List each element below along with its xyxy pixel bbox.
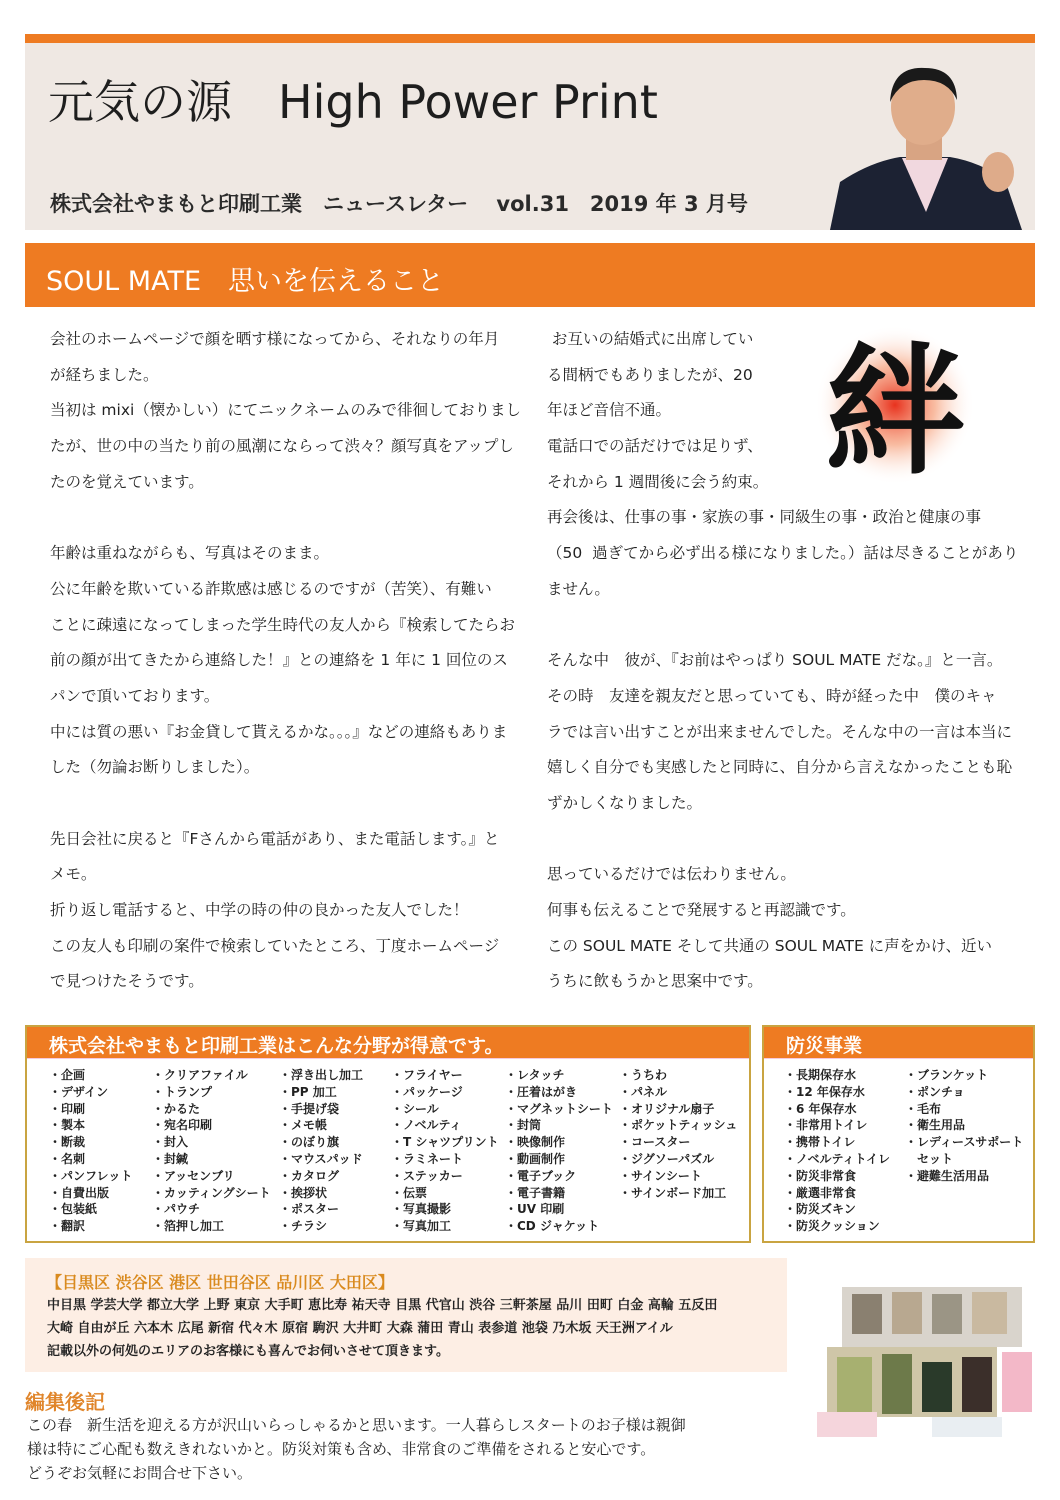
article-line: 前の顔が出てきたから連絡した！』との連絡を 1 年に 1 回位のス — [50, 651, 508, 670]
article-line: ずかしくなりました。 — [547, 793, 703, 812]
list-item: ・ステッカー — [391, 1168, 463, 1183]
article-line — [50, 786, 521, 822]
list-item: ・チラシ — [279, 1219, 328, 1234]
list-item: ・封緘 — [152, 1151, 189, 1166]
list-item: ・PP 加工 — [279, 1084, 337, 1099]
list-item: ・クリアファイル — [152, 1068, 248, 1082]
article-line: その時 友達を親友だと思っていても、時が経った中 僕のキャ — [547, 686, 997, 705]
list-item: ・レタッチ — [505, 1068, 565, 1082]
author-photo — [830, 62, 1022, 230]
area-note: 記載以外の何処のエリアのお客様にも喜んでお伺いさせて頂きます。 — [47, 1344, 449, 1359]
list-item: ・うちわ — [619, 1068, 668, 1082]
list-item: ・圧着はがき — [505, 1084, 578, 1099]
article-line: 思っているだけでは伝わりません。 — [547, 865, 796, 884]
article-line: した（勿論お断りしました）。 — [50, 758, 260, 777]
article-line: たのを覚えています。 — [50, 472, 204, 491]
list-item: ・挨拶状 — [279, 1185, 328, 1200]
list-item: ・宛名印刷 — [152, 1118, 213, 1133]
list-item: ・ジグソーパズル — [619, 1151, 715, 1166]
list-column — [152, 1067, 271, 1235]
article-line: 再会後は、仕事の事・家族の事・同級生の事・政治と健康の事 — [547, 508, 982, 527]
list-item: ・ポスター — [279, 1202, 340, 1217]
article-line: うちに飲もうかと思案中です。 — [547, 972, 763, 991]
list-item: ・12 年保存水 — [784, 1084, 865, 1099]
article-line: が経ちました。 — [50, 365, 159, 384]
article-line: たが、世の中の当たり前の風潮にならって渋々？顔写真をアップし — [50, 437, 514, 456]
article-line: 公に年齢を欺いている詐欺感は感じるのですが（苦笑）、有難い — [50, 579, 492, 598]
list-item: ・サインシート — [619, 1168, 702, 1183]
article-line: この SOUL MATE そして共通の SOUL MATE に声をかけ、近い — [547, 936, 993, 955]
area-line: 中目黒 学芸大学 都立大学 上野 東京 大手町 恵比寿 祐天寺 目黒 代官山 渋谷 三軒茶屋 品川 田町 白金 高輪 五反田 — [47, 1298, 718, 1313]
list-item: ・避難生活用品 — [905, 1168, 990, 1183]
disaster-title: 防災事業 — [764, 1027, 1033, 1059]
kizuna-calligraphy-image — [810, 320, 980, 490]
article-line: 中には質の悪い『お金貸して貰えるかな。。。』などの連絡もありま — [50, 722, 508, 741]
article-line — [50, 500, 521, 536]
list-item: ・コースター — [619, 1135, 691, 1150]
list-item: ・アッセンブリ — [152, 1168, 235, 1183]
list-item: ・マグネットシート — [505, 1101, 613, 1116]
list-item: ・ノベルティ — [391, 1118, 462, 1133]
list-column — [619, 1067, 737, 1201]
editor-note-line: この春 新生活を迎える方が沢山いらっしゃるかと思います。一人暮らしスタートのお子様は親御 — [27, 1416, 686, 1434]
article-line: この友人も印刷の案件で検索していたところ、丁度ホームページ — [50, 936, 500, 955]
list-item: ・箔押し加工 — [152, 1219, 225, 1234]
area-line: 大崎 自由が丘 六本木 広尾 新宿 代々木 原宿 駒沢 大井町 大森 蒲田 青山 表参道 池袋 乃木坂 天王洲アイル — [47, 1321, 673, 1336]
article-line: そんな中 彼が、『お前はやっぱり SOUL MATE だな。』と一言。 — [547, 651, 1003, 670]
article-line: 嬉しく自分でも実感したと同時に、自分から言えなかったことも恥 — [547, 758, 1013, 777]
list-item: ・断裁 — [49, 1135, 86, 1150]
list-item: ・電子ブック — [505, 1168, 577, 1183]
article-line: ラでは言い出すことが出来ませんでした。そんな中の一言は本当に — [547, 722, 1013, 741]
list-item: ・毛布 — [905, 1101, 942, 1116]
article-line: ことに疎遠になってしまった学生時代の友人から『検索してたらお — [50, 615, 516, 634]
list-item: ・メモ帳 — [279, 1118, 328, 1133]
list-item: ・ノベルティトイレ — [784, 1151, 890, 1166]
article-line: で見つけたそうです。 — [50, 972, 204, 991]
newsletter-subtitle: 株式会社やまもと印刷工業 ニュースレター vol.31 2019 年 3 月号 — [50, 192, 748, 216]
list-item: ・ポケットティッシュ — [619, 1118, 738, 1133]
list-item: ・パウチ — [152, 1202, 201, 1217]
list-item: ・写真加工 — [391, 1219, 452, 1234]
article-line: 折り返し電話すると、中学の時の仲の良かった友人でした！ — [50, 901, 469, 919]
list-item: ・シール — [391, 1101, 439, 1116]
list-item: ・のぼり旗 — [279, 1135, 340, 1150]
section-title: SOUL MATE 思いを伝えること — [46, 266, 444, 297]
list-item: ・長期保存水 — [784, 1068, 857, 1082]
list-item: ・製本 — [49, 1118, 86, 1133]
list-item: ・フライヤー — [391, 1068, 463, 1082]
article-line: 年ほど音信不通。 — [547, 401, 672, 420]
list-item: ・防災ズキン — [784, 1202, 856, 1217]
list-item: ・マウスパッド — [279, 1151, 363, 1166]
list-item: ・UV 印刷 — [505, 1202, 565, 1217]
list-column — [49, 1067, 132, 1235]
list-item: ・サインボード加工 — [619, 1185, 727, 1200]
list-column — [505, 1067, 613, 1235]
list-item: ・レディースサポート — [905, 1135, 1024, 1150]
article-line: 先日会社に戻ると『Fさんから電話があり、また電話します。』と — [50, 829, 500, 848]
list-item: ・電子書籍 — [505, 1185, 566, 1200]
list-item: ・カタログ — [279, 1168, 340, 1183]
top-accent-bar — [25, 34, 1035, 43]
list-item: ・CD ジャケット — [505, 1219, 600, 1234]
list-item: ・厳選非常食 — [784, 1185, 857, 1200]
article-line: 電話口での話だけでは足りず、 — [547, 437, 763, 456]
list-item: ・パンフレット — [49, 1168, 133, 1183]
list-item: ・写真撮影 — [391, 1202, 452, 1217]
list-item: ・伝票 — [391, 1185, 428, 1200]
list-item: ・防災非常食 — [784, 1168, 857, 1183]
article-line: 年齢は重ねながらも、写真はそのまま。 — [50, 544, 330, 563]
list-item: ・ポンチョ — [905, 1084, 965, 1099]
list-item: ・カッティングシート — [152, 1185, 271, 1200]
list-item: ・T シャツプリント — [391, 1135, 499, 1150]
services-box — [25, 1025, 751, 1243]
list-item: ・印刷 — [49, 1101, 86, 1116]
list-item: ・防災クッション — [784, 1219, 880, 1234]
list-item: ・オリジナル扇子 — [619, 1101, 715, 1116]
list-item: ・動画制作 — [505, 1151, 566, 1166]
list-item: ・非常用トイレ — [784, 1118, 868, 1133]
article-line: ません。 — [547, 579, 610, 598]
list-item: セット — [905, 1151, 954, 1166]
article-left-column — [50, 322, 521, 1000]
list-item: ・浮き出し加工 — [279, 1068, 364, 1082]
article-line: 何事も伝えることで発展すると再認識です。 — [547, 901, 856, 919]
article-line — [547, 822, 1018, 858]
list-item: ・翻訳 — [49, 1219, 86, 1234]
list-item: ・名刺 — [49, 1151, 86, 1166]
article-line: 当初は mixi（懐かしい）にてニックネームのみで徘徊しておりまし — [50, 401, 522, 420]
list-item: ・衛生用品 — [905, 1118, 966, 1133]
list-item: ・封入 — [152, 1135, 189, 1150]
list-item: ・ブランケット — [905, 1068, 989, 1082]
list-item: ・映像制作 — [505, 1135, 566, 1150]
list-item: ・かるた — [152, 1101, 201, 1116]
list-item: ・包装紙 — [49, 1202, 98, 1217]
kizuna-char: 絆 — [824, 330, 966, 490]
list-item: ・ラミネート — [391, 1151, 464, 1166]
list-item: ・デザイン — [49, 1084, 109, 1099]
list-item: ・手提げ袋 — [279, 1101, 340, 1116]
list-item: ・パネル — [619, 1084, 668, 1099]
article-line: る間柄でもありましたが、20 — [547, 365, 753, 384]
article-line: （50 過ぎてから必ず出る様になりました。）話は尽きることがあり — [547, 544, 1019, 563]
list-item: ・トランプ — [152, 1084, 213, 1099]
list-item: ・封筒 — [505, 1118, 542, 1133]
disaster-box — [762, 1025, 1035, 1243]
article-line: それから 1 週間後に会う約束。 — [547, 472, 769, 491]
editor-note-title: 編集後記 — [25, 1390, 105, 1414]
list-column — [784, 1067, 890, 1235]
article-line: メモ。 — [50, 865, 97, 884]
list-item: ・自費出版 — [49, 1185, 110, 1200]
editor-note-line: どうぞお気軽にお問合せ下さい。 — [27, 1464, 253, 1482]
list-column — [279, 1067, 363, 1235]
emergency-food-products-image — [812, 1282, 1040, 1442]
article-line: お互いの結婚式に出席してい — [547, 330, 754, 348]
article-line: 会社のホームページで顔を晒す様になってから、それなりの年月 — [50, 330, 500, 348]
list-column — [391, 1067, 499, 1235]
article-line — [547, 608, 1018, 644]
services-title: 株式会社やまもと印刷工業はこんな分野が得意です。 — [27, 1027, 749, 1059]
list-item: ・携帯トイレ — [784, 1135, 856, 1150]
editor-note-line: 様は特にご心配も数えきれないかと。防災対策も含め、非常食のご準備をされると安心です。 — [27, 1440, 656, 1458]
list-item: ・パッケージ — [391, 1084, 463, 1099]
list-item: ・企画 — [49, 1068, 86, 1082]
newsletter-title: 元気の源 High Power Print — [48, 75, 658, 129]
service-area-title: 【目黒区 渋谷区 港区 世田谷区 品川区 大田区】 — [46, 1273, 394, 1292]
list-column — [905, 1067, 1023, 1185]
article-line: パンで頂いております。 — [50, 686, 220, 705]
list-item: ・6 年保存水 — [784, 1101, 857, 1116]
